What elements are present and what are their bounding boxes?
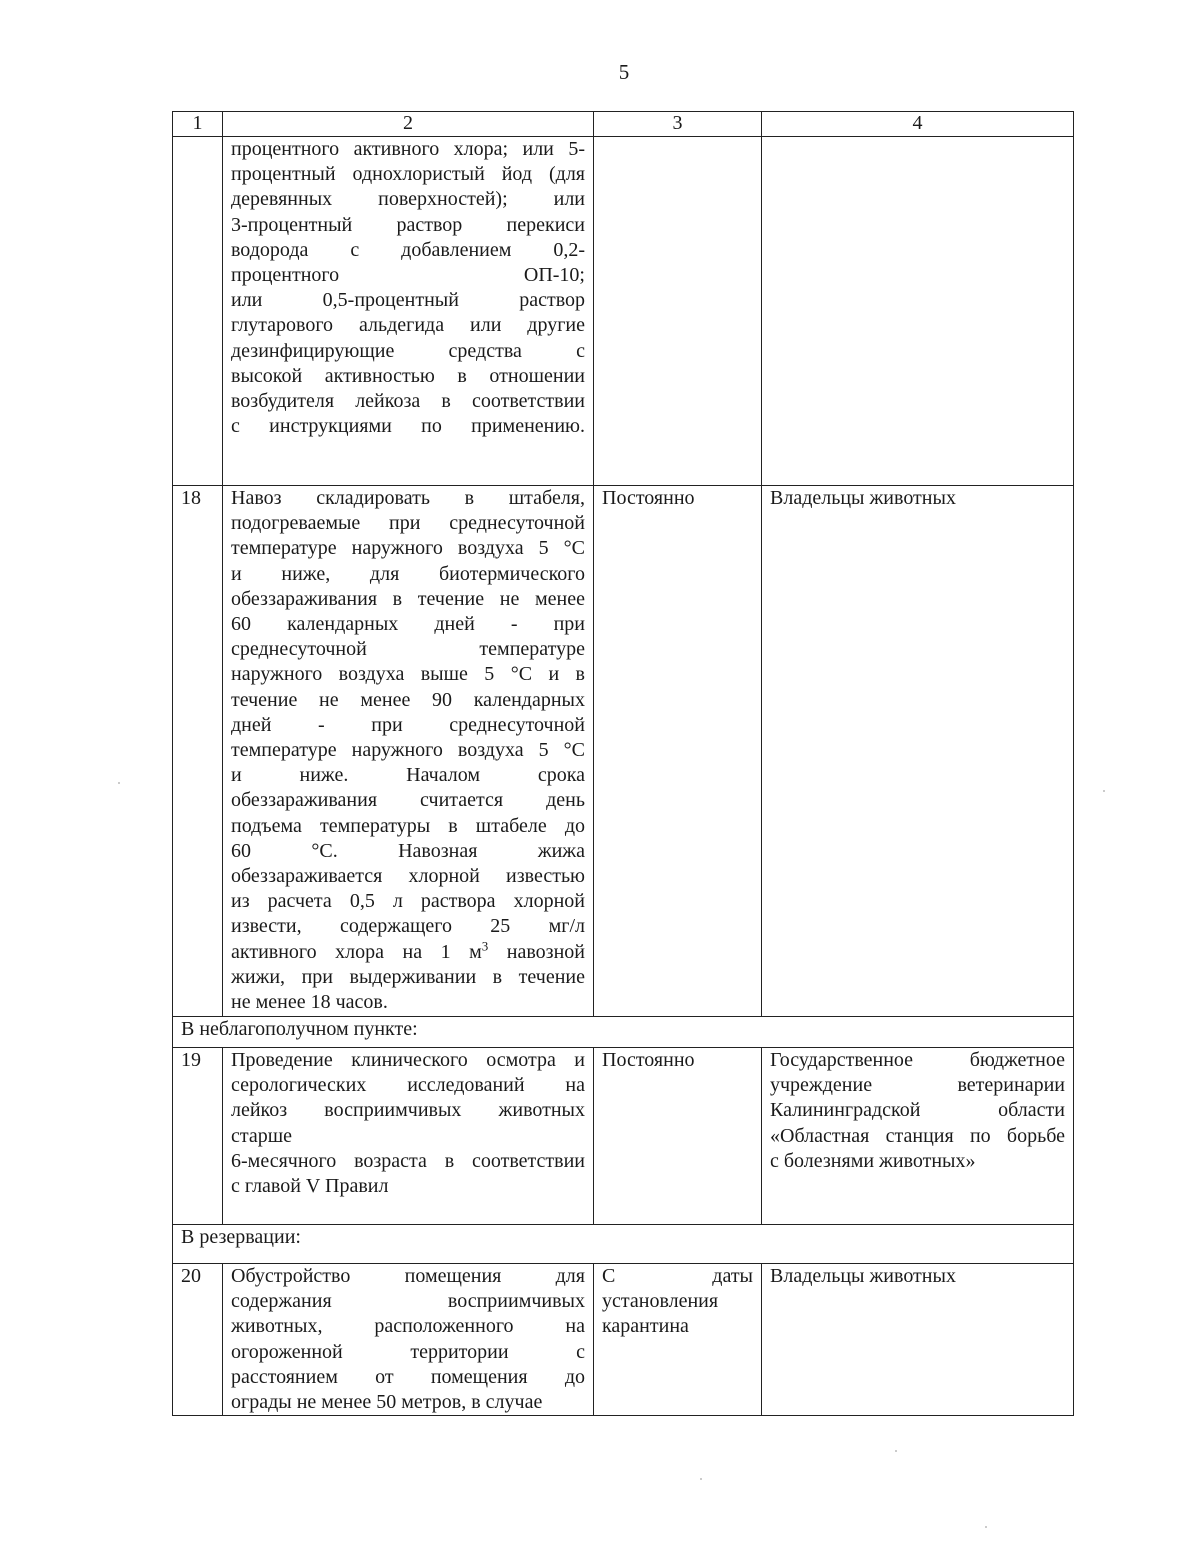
superscript: 3 [481, 938, 489, 953]
text-fragment: активного хлора на 1 м [231, 940, 482, 963]
text-line: подъема температуры в штабеле до [231, 814, 585, 837]
scan-speck [895, 1450, 897, 1452]
text-line: подогреваемые при среднесуточной [231, 512, 585, 535]
text-line: из расчета 0,5 л раствора хлорной [231, 890, 585, 913]
text-line: дезинфицирующие средства с [231, 339, 585, 362]
text-line: процентный однохлористый йод (для [231, 163, 585, 186]
table-row-continuation [173, 137, 1074, 486]
text-line: Проведение клинического осмотра и [231, 1049, 585, 1071]
text-line: Навоз складировать в штабеля, [231, 487, 585, 509]
term-cell [594, 1264, 762, 1416]
text-line: с инструкциями по применению. [231, 415, 585, 438]
header-col-1: 1 [173, 112, 223, 137]
responsible-text: Владельцы животных [770, 487, 956, 509]
text-line: или 0,5-процентный раствор [231, 289, 585, 312]
measure-text [223, 1048, 594, 1225]
text-line: высокой активностью в отношении [231, 364, 585, 387]
text-line: учреждение ветеринарии [770, 1074, 1065, 1097]
text-line: лейкоз восприимчивых животных [231, 1099, 585, 1122]
scan-speck [700, 1478, 702, 1480]
responsible-cell [762, 137, 1074, 486]
text-line: содержания восприимчивых [231, 1290, 585, 1313]
text-line: с болезнями животных» [770, 1149, 976, 1172]
row-number: 18 [173, 486, 223, 1017]
text-line: и ниже. Началом срока [231, 764, 585, 787]
text-line: 6-месячного возраста в соответствии [231, 1149, 585, 1172]
header-col-4: 4 [762, 112, 1074, 137]
text-line: температуре наружного воздуха 5 °С [231, 739, 585, 762]
text-line: температуре наружного воздуха 5 °С [231, 537, 585, 560]
text-line: жижи, при выдерживании в течение [231, 965, 585, 988]
text-fragment: навозной [488, 940, 585, 963]
text-line: карантина [602, 1315, 689, 1338]
text-line: обеззараживания считается день [231, 789, 585, 812]
text-line: старше [231, 1124, 293, 1147]
text-line: извести, содержащего 25 мг/л [231, 915, 585, 938]
section-row [173, 1225, 1074, 1264]
text-line: 60 °С. Навозная жижа [231, 839, 585, 862]
responsible-text: Владельцы животных [770, 1265, 956, 1287]
text-line: Обустройство помещения для [231, 1265, 585, 1287]
text-line: 3-процентный раствор перекиси [231, 213, 585, 236]
measure-text [223, 1264, 594, 1416]
responsible-cell [762, 1264, 1074, 1416]
table-row-19 [173, 1048, 1074, 1225]
text-line: не менее 18 часов. [231, 991, 388, 1014]
row-number: 20 [173, 1264, 223, 1416]
scan-speck [1103, 790, 1105, 792]
text-line: установления [602, 1290, 719, 1313]
text-line: процентного ОП-10; [231, 264, 585, 287]
section-heading: В неблагополучном пункте: [173, 1017, 1074, 1048]
text-line [231, 940, 585, 965]
text-line: возбудителя лейкоза в соответствии [231, 390, 585, 413]
text-line: среднесуточной температуре [231, 638, 585, 661]
measure-text [223, 137, 594, 486]
text-line: обеззараживается хлорной известью [231, 865, 585, 888]
text-line: обеззараживания в течение не менее [231, 587, 585, 610]
header-col-3: 3 [594, 112, 762, 137]
section-heading: В резервации: [173, 1225, 1074, 1264]
text-line: животных, расположенного на [231, 1315, 585, 1338]
text-line: водорода с добавлением 0,2- [231, 238, 585, 261]
header-col-2: 2 [223, 112, 594, 137]
term-cell [594, 1048, 762, 1225]
term-text: Постоянно [602, 487, 695, 509]
scan-speck [118, 782, 120, 784]
term-cell [594, 486, 762, 1017]
text-line: деревянных поверхностей); или [231, 188, 585, 211]
text-line: огороженной территории с [231, 1340, 585, 1363]
text-line: расстоянием от помещения до [231, 1365, 585, 1388]
scan-speck [985, 1526, 987, 1528]
responsible-cell [762, 1048, 1074, 1225]
term-text: Постоянно [602, 1049, 695, 1071]
text-line: течение не менее 90 календарных [231, 688, 585, 711]
text-line: с главой V Правил [231, 1175, 389, 1198]
text-line: дней - при среднесуточной [231, 713, 585, 736]
text-line: серологических исследований на [231, 1074, 585, 1097]
text-line: С даты [602, 1265, 753, 1287]
page-number: 5 [618, 60, 630, 84]
row-number: 19 [173, 1048, 223, 1225]
table-header-row [173, 112, 1074, 137]
section-row [173, 1017, 1074, 1048]
text-line: глутарового альдегида или другие [231, 314, 585, 337]
term-cell [594, 137, 762, 486]
text-line: процентного активного хлора; или 5- [231, 138, 585, 160]
row-number [173, 137, 223, 486]
responsible-cell [762, 486, 1074, 1017]
text-line: «Областная станция по борьбе [770, 1124, 1065, 1147]
text-line: наружного воздуха выше 5 °С и в [231, 663, 585, 686]
text-line: 60 календарных дней - при [231, 613, 585, 636]
table-row-18 [173, 486, 1074, 1017]
text-line: и ниже, для биотермического [231, 562, 585, 585]
text-line: ограды не менее 50 метров, в случае [231, 1391, 543, 1414]
text-line: Государственное бюджетное [770, 1049, 1065, 1071]
measure-text [223, 486, 594, 1017]
table-row-20 [173, 1264, 1074, 1416]
measures-table [172, 111, 1074, 1416]
text-line: Калининградской области [770, 1099, 1065, 1122]
